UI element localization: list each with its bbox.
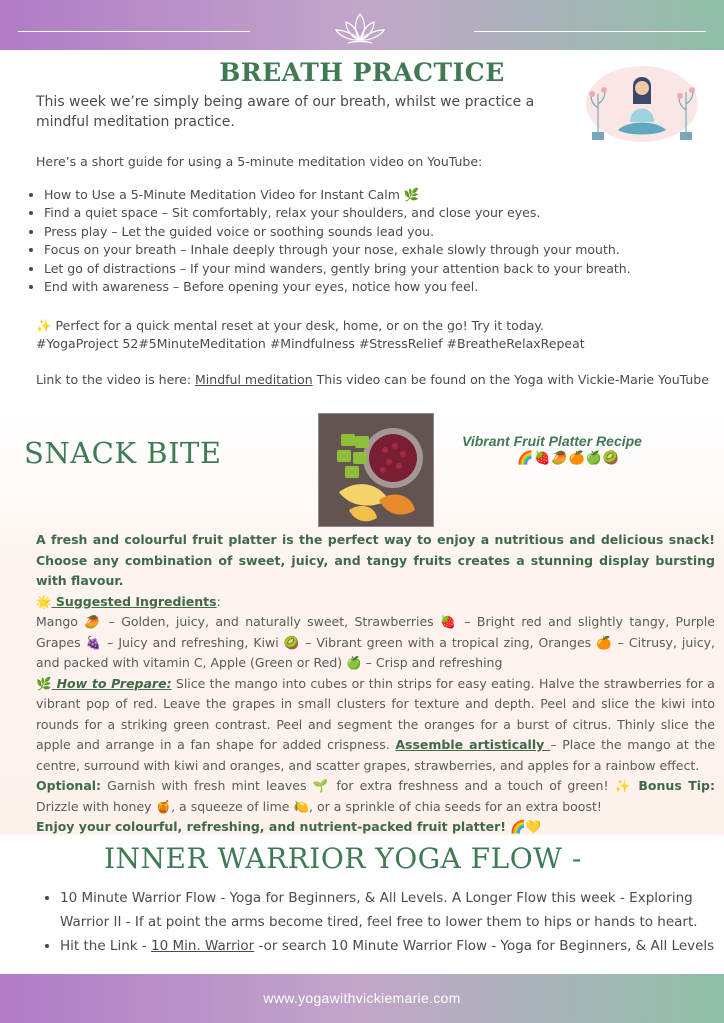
meditation-illustration [584, 64, 700, 144]
list-item: • 10 Minute Warrior Flow - Yoga for Beginners, & All Levels. A Longer Flow this week - Exploring Warrior II - If at point the arms become tired, feel free to lower them to hips or hands to heart. [60, 886, 720, 934]
list-item: • Find a quiet space – Sit comfortably, relax your shoulders, and close your eyes. [44, 204, 631, 222]
optional-label: Optional: [36, 778, 102, 793]
snack-closing: Enjoy your colourful, refreshing, and nutrient-packed fruit platter! 🌈💛 [36, 819, 542, 834]
warrior-title: INNER WARRIOR YOGA FLOW - [104, 842, 582, 875]
herb-icon: 🌿 [36, 675, 52, 691]
lotus-icon [330, 10, 390, 46]
breath-guide: Here’s a short guide for using a 5-minute meditation video on YouTube: [36, 154, 483, 169]
ingredients-colon: : [216, 593, 221, 609]
footer-url[interactable]: www.yogawithvickiemarie.com [263, 990, 461, 1006]
optional-paragraph [36, 776, 715, 817]
optional-text: Garnish with fresh mint leaves 🌱 for extra freshness and a touch of green! ✨ [101, 778, 639, 793]
list-item: • Let go of distractions – If your mind wanders, gently bring your attention back to your breath. [44, 260, 631, 278]
warrior-link-prefix: Hit the Link - [60, 938, 152, 954]
warrior-list [38, 886, 720, 958]
warrior-link-suffix: -or search 10 Minute Warrior Flow - Yoga for Beginners, & All Levels [254, 938, 715, 954]
hashtags: #YogaProject 52#5MinuteMeditation #Mindfulness #StressRelief #BreatheRelaxRepeat [36, 336, 585, 351]
video-line [36, 371, 709, 389]
bonus-text: Drizzle with honey 🍯, a squeeze of lime 🍋, or a sprinkle of chia seeds for an extra boost! [36, 798, 602, 814]
list-item [60, 934, 720, 958]
breath-tip: ✨ Perfect for a quick mental reset at your desk, home, or on the go! Try it today. [36, 318, 545, 333]
ingredients-text: Mango 🥭 – Golden, juicy, and naturally sweet, Strawberries 🍓 – Bright red and slightly tangy, Purple Grapes 🍇 – Juicy and refreshing, Kiwi 🥝 – Vibrant green with a tropical zing, Oranges 🍊 – Citrusy, juicy, and packed with vitamin C, Apple (Green or Red) 🍏 – Crisp and refreshing [36, 614, 715, 670]
list-item: • Focus on your breath – Inhale deeply through your nose, exhale slowly through your mouth. [44, 241, 631, 259]
bonus-label: Bonus Tip: [638, 778, 715, 793]
snack-body [36, 530, 715, 838]
star-icon: 🌟 [36, 593, 52, 609]
mindful-meditation-link[interactable]: Mindful meditation [195, 372, 313, 387]
meditation-steps-list [22, 186, 631, 296]
assemble-text: – Place the mango at the centre, surround with kiwi and oranges, and scatter grapes, strawberries, and apples for a rainbow effect. [36, 737, 716, 773]
video-prefix: Link to the video is here: [36, 372, 196, 387]
fruit-emoji-icon: 🌈🍓🥭🍊🍏🥝 [517, 451, 621, 466]
prepare-label: How to Prepare: [51, 675, 172, 691]
header-divider-left [18, 31, 250, 32]
breath-title: BREATH PRACTICE [219, 58, 505, 87]
ingredients-label: Suggested Ingredients [51, 593, 217, 609]
warrior-video-link[interactable]: 10 Min. Warrior [151, 938, 255, 954]
recipe-title: Vibrant Fruit Platter Recipe [462, 433, 642, 449]
ingredients-heading [36, 592, 715, 613]
prepare-text: Slice the mango into cubes or thin strips for easy eating. Halve the strawberries for a vibrant pop of red. Leave the grapes in small clusters for texture and depth. Peel and slice the kiwi into rounds for a striking green contrast. Peel and segment the oranges for a burst of citrus. Thinly slice the apple and arrange in a fan shape for added crispness. [36, 675, 715, 752]
snack-title: SNACK BITE [24, 436, 222, 470]
list-item: • End with awareness – Before opening your eyes, notice how you feel. [44, 278, 631, 296]
snack-intro: A fresh and colourful fruit platter is the perfect way to enjoy a nutritious and delicious snack! Choose any combination of sweet, juicy, and tangy fruits creates a stunning display bursting with flavour. [36, 532, 715, 588]
breath-intro: This week we’re simply being aware of our breath, whilst we practice a mindful meditation practice. [36, 94, 535, 130]
footer-band [0, 974, 724, 1023]
assemble-label: Assemble artistically [395, 737, 551, 752]
fruit-platter-photo [318, 413, 434, 527]
list-item: • How to Use a 5-Minute Meditation Video for Instant Calm 🌿 [44, 186, 631, 204]
header-divider-right [474, 31, 706, 32]
header-band [0, 0, 724, 50]
prepare-paragraph [36, 674, 715, 777]
list-item: • Press play – Let the guided voice or soothing sounds lead you. [44, 223, 631, 241]
video-suffix: This video can be found on the Yoga with Vickie-Marie YouTube [312, 372, 709, 387]
